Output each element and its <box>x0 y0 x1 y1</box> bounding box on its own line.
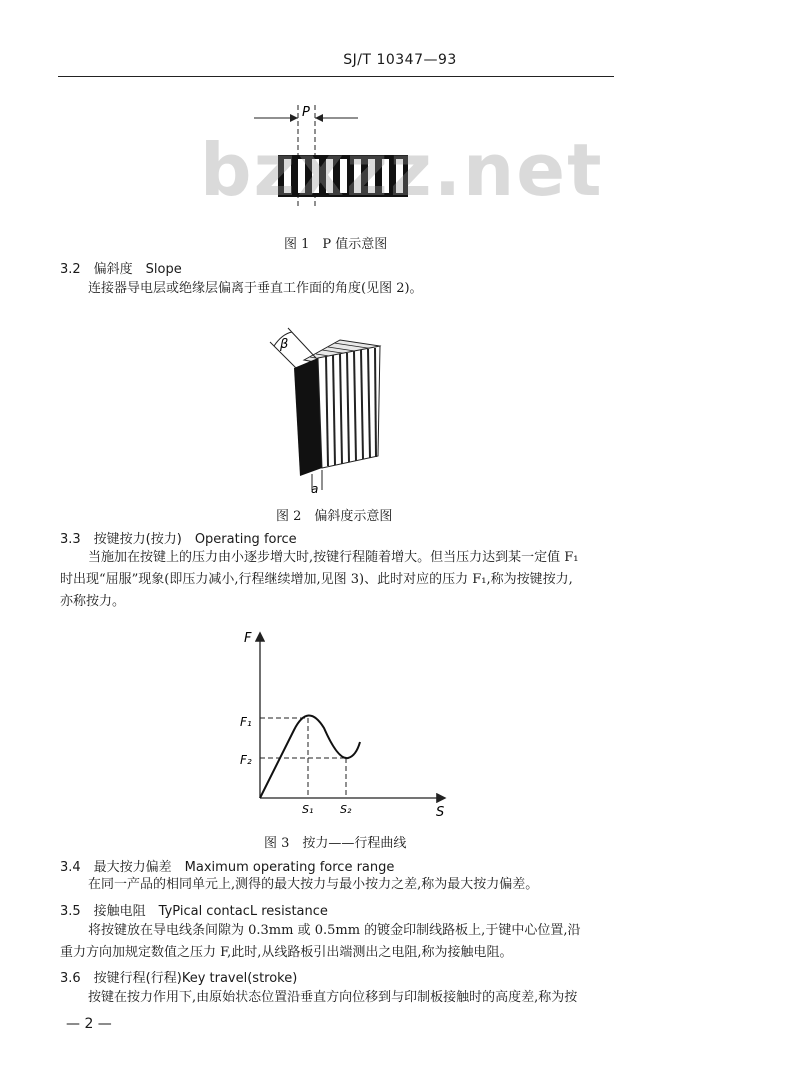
figure-2-caption: 图 2 偏斜度示意图 <box>276 509 393 524</box>
section-3-4-body: 在同一产品的相同单元上,测得的最大按力与最小按力之差,称为最大按力偏差。 <box>88 877 539 892</box>
section-3-6-heading: 3.6 按键行程(行程)Key travel(stroke) <box>60 971 298 986</box>
figure-2-label-beta: β <box>280 337 289 352</box>
figure-3-label-s: S <box>436 805 445 820</box>
figure-1-caption: 图 1 P 值示意图 <box>284 237 388 252</box>
section-3-5-line-2: 重力方向加规定数值之压力 F,此时,从线路板引出端测出之电阻,称为接触电阻。 <box>60 945 513 960</box>
section-3-3-line-3: 亦称按力。 <box>60 594 126 609</box>
section-3-3-line-1: 当施加在按键上的压力由小逐步增大时,按键行程随着增大。但当压力达到某一定值 F₁ <box>88 550 579 565</box>
figure-3-caption: 图 3 按力——行程曲线 <box>264 836 407 851</box>
figure-2-label-a: a <box>311 482 319 496</box>
section-3-5-heading: 3.5 接触电阻 TyPical contacL resistance <box>60 904 328 919</box>
header-rule <box>58 76 614 77</box>
section-3-5-line-1: 将按键放在导电线条间隙为 0.3mm 或 0.5mm 的镀金印制线路板上,于键中心位置,沿 <box>88 923 581 938</box>
section-3-6-body: 按键在按力作用下,由原始状态位置沿垂直方向位移到与印制板接触时的高度差,称为按 <box>88 990 578 1005</box>
figure-1-label-p: P <box>302 105 310 120</box>
page-number: — 2 — <box>66 1016 112 1032</box>
figure-3-label-s2: S₂ <box>340 803 352 816</box>
figure-3-diagram <box>236 620 456 820</box>
figure-3-label-f2: F₂ <box>240 753 252 767</box>
figure-3-curve <box>260 715 360 798</box>
section-3-4-heading: 3.4 最大按力偏差 Maximum operating force range <box>60 860 395 875</box>
figure-3-label-s1: S₁ <box>302 803 314 816</box>
section-3-2-body: 连接器导电层或绝缘层偏离于垂直工作面的角度(见图 2)。 <box>88 281 423 296</box>
section-3-2-heading: 3.2 偏斜度 Slope <box>60 262 182 277</box>
watermark: bzxzz.net <box>200 128 604 212</box>
figure-3-label-f: F <box>244 631 252 646</box>
figure-2-diagram <box>260 318 390 498</box>
standard-number: SJ/T 10347—93 <box>343 52 457 68</box>
section-3-3-line-2: 时出现“屈服”现象(即压力减小,行程继续增加,见图 3)、此时对应的压力 F₁,称为按键按力, <box>60 572 573 587</box>
figure-3-label-f1: F₁ <box>240 715 252 729</box>
section-3-3-heading: 3.3 按键按力(按力) Operating force <box>60 532 297 547</box>
